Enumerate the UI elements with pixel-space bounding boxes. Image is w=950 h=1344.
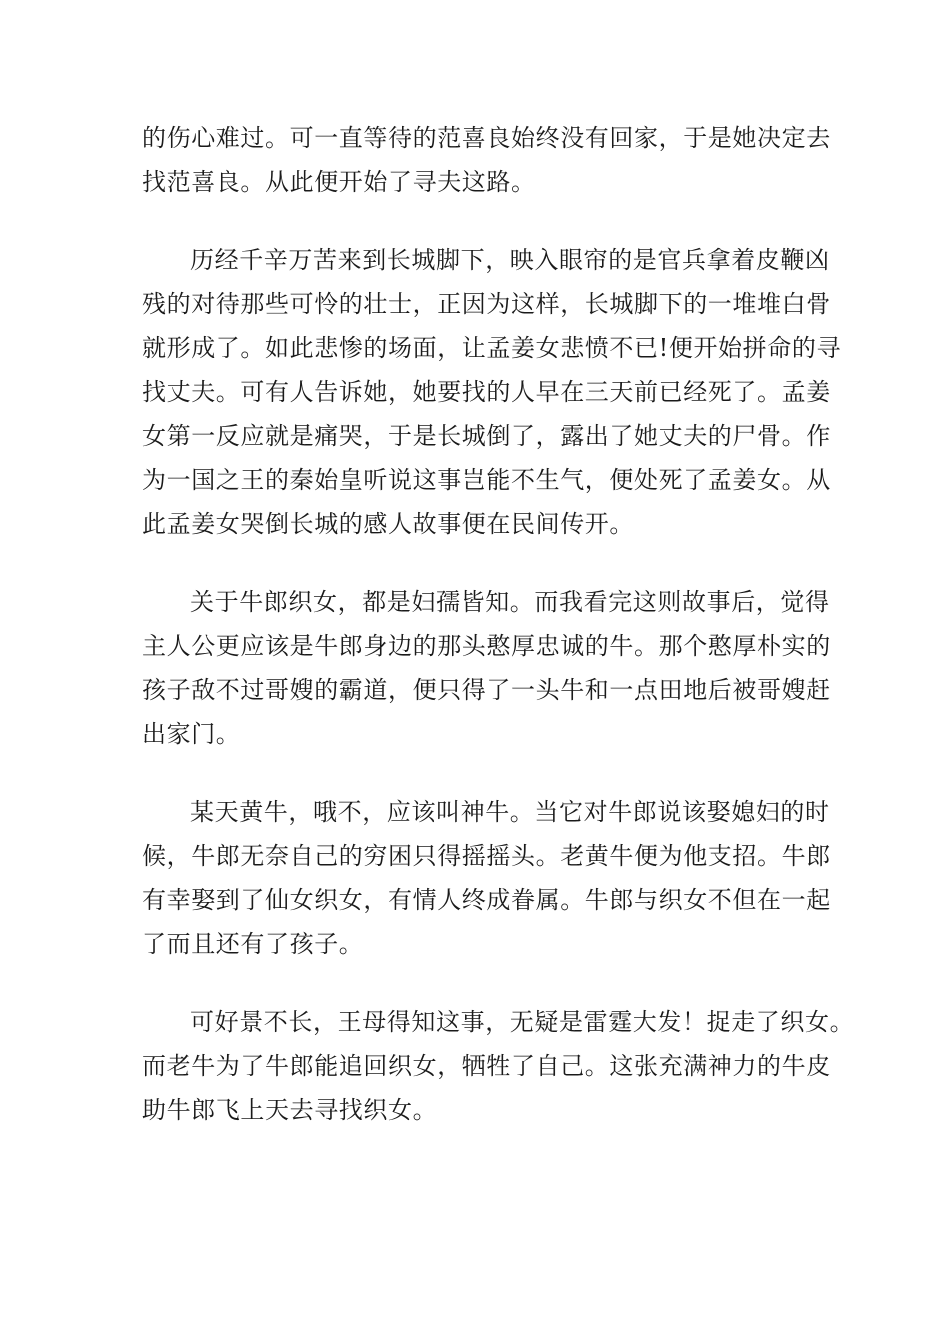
paragraph-line: 此孟姜女哭倒长城的感人故事便在民间传开。 xyxy=(142,510,634,538)
paragraph-4 xyxy=(142,790,831,966)
paragraph-line: 找丈夫。可有人告诉她，她要找的人早在三天前已经死了。孟姜 xyxy=(142,378,831,406)
paragraph-1 xyxy=(142,116,831,204)
paragraph-line: 出家门。 xyxy=(142,720,241,748)
paragraph-line: 就形成了。如此悲惨的场面，让孟姜女悲愤不已!便开始拼命的寻 xyxy=(142,334,842,362)
paragraph-line: 可好景不长，王母得知这事，无疑是雷霆大发！捉走了织女。 xyxy=(190,1008,855,1036)
paragraph-line: 而老牛为了牛郎能追回织女，牺牲了自己。这张充满神力的牛皮 xyxy=(142,1052,831,1080)
paragraph-line: 主人公更应该是牛郎身边的那头憨厚忠诚的牛。那个憨厚朴实的 xyxy=(142,632,831,660)
paragraph-line: 关于牛郎织女，都是妇孺皆知。而我看完这则故事后，觉得 xyxy=(190,588,830,616)
paragraph-line: 孩子敌不过哥嫂的霸道，便只得了一头牛和一点田地后被哥嫂赶 xyxy=(142,676,831,704)
document-body xyxy=(142,116,855,1166)
paragraph-line: 候，牛郎无奈自己的穷困只得摇摇头。老黄牛便为他支招。牛郎 xyxy=(142,842,831,870)
paragraph-line: 助牛郎飞上天去寻找织女。 xyxy=(142,1096,438,1124)
paragraph-line: 的伤心难过。可一直等待的范喜良始终没有回家，于是她决定去 xyxy=(142,124,831,152)
paragraph-line: 残的对待那些可怜的壮士，正因为这样，长城脚下的一堆堆白骨 xyxy=(142,290,831,318)
paragraph-line: 为一国之王的秦始皇听说这事岂能不生气，便处死了孟姜女。从 xyxy=(142,466,831,494)
paragraph-line: 历经千辛万苦来到长城脚下，映入眼帘的是官兵拿着皮鞭凶 xyxy=(190,246,830,274)
paragraph-line: 找范喜良。从此便开始了寻夫这路。 xyxy=(142,168,536,196)
paragraph-line: 有幸娶到了仙女织女，有情人终成眷属。牛郎与织女不但在一起 xyxy=(142,886,831,914)
paragraph-line: 女第一反应就是痛哭，于是长城倒了，露出了她丈夫的尸骨。作 xyxy=(142,422,831,450)
paragraph-5 xyxy=(142,1000,855,1132)
paragraph-3 xyxy=(142,580,831,756)
paragraph-line: 某天黄牛，哦不，应该叫神牛。当它对牛郎说该娶媳妇的时 xyxy=(190,798,830,826)
paragraph-line: 了而且还有了孩子。 xyxy=(142,930,364,958)
paragraph-2 xyxy=(142,238,842,546)
